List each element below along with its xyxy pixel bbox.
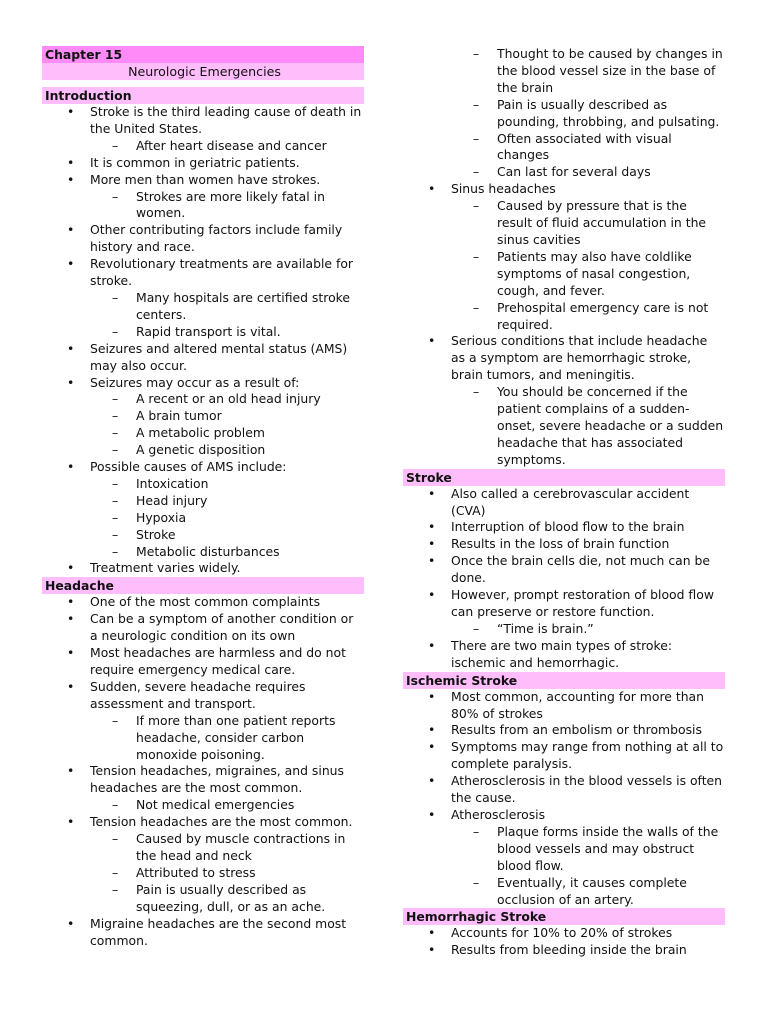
- bullet-item: • Interruption of blood flow to the brain: [403, 519, 725, 536]
- bullet-item: • Revolutionary treatments are available for stroke.: [42, 256, 364, 290]
- sub-bullet-item: – Often associated with visual changes: [403, 131, 725, 165]
- headache-list: [42, 594, 364, 949]
- bullet-item: • Seizures may occur as a result of:: [42, 375, 364, 392]
- bullet-item: • Tension headaches, migraines, and sinus headaches are the most common.: [42, 763, 364, 797]
- bullet-item: • Other contributing factors include family history and race.: [42, 222, 364, 256]
- bullet-item: • Results in the loss of brain function: [403, 536, 725, 553]
- bullet-item: • Possible causes of AMS include:: [42, 459, 364, 476]
- bullet-item: • Serious conditions that include headache as a symptom are hemorrhagic stroke, brain tumors, and meningitis.: [403, 333, 725, 384]
- sub-bullet-item: – Eventually, it causes complete occlusion of an artery.: [403, 875, 725, 909]
- bullet-item: • However, prompt restoration of blood flow can preserve or restore function.: [403, 587, 725, 621]
- sub-bullet-item: – Pain is usually described as pounding, throbbing, and pulsating.: [403, 97, 725, 131]
- bullet-item: • One of the most common complaints: [42, 594, 364, 611]
- bullet-item: • Stroke is the third leading cause of death in the United States.: [42, 104, 364, 138]
- bullet-item: • Also called a cerebrovascular accident (CVA): [403, 486, 725, 520]
- sub-bullet-item: – Thought to be caused by changes in the blood vessel size in the base of the brain: [403, 46, 725, 97]
- sub-bullet-item: – Rapid transport is vital.: [42, 324, 364, 341]
- stroke-list: [403, 486, 725, 672]
- section-heading-introduction: Introduction: [42, 87, 364, 104]
- sub-bullet-item: – Caused by pressure that is the result of fluid accumulation in the sinus cavities: [403, 198, 725, 249]
- sub-bullet-item: – You should be concerned if the patient complains of a sudden-onset, severe headache or a sudden headache that has associated symptoms.: [403, 384, 725, 469]
- bullet-item: • There are two main types of stroke: ischemic and hemorrhagic.: [403, 638, 725, 672]
- bullet-item: • Results from an embolism or thrombosis: [403, 722, 725, 739]
- chapter-label: Chapter 15: [42, 46, 364, 63]
- sub-bullet-item: – Head injury: [42, 493, 364, 510]
- bullet-item: • Treatment varies widely.: [42, 560, 364, 577]
- sub-bullet-item: – Patients may also have coldlike symptoms of nasal congestion, cough, and fever.: [403, 249, 725, 300]
- introduction-list: [42, 104, 364, 577]
- bullet-item: • Migraine headaches are the second most common.: [42, 916, 364, 950]
- bullet-item: • Can be a symptom of another condition or a neurologic condition on its own: [42, 611, 364, 645]
- sub-bullet-item: – A brain tumor: [42, 408, 364, 425]
- section-heading-stroke: Stroke: [403, 469, 725, 486]
- sub-bullet-item: – Stroke: [42, 527, 364, 544]
- sub-bullet-item: – A genetic disposition: [42, 442, 364, 459]
- section-heading-hemorrhagic-stroke: Hemorrhagic Stroke: [403, 908, 725, 925]
- bullet-item: • Atherosclerosis: [403, 807, 725, 824]
- sub-bullet-item: – Can last for several days: [403, 164, 725, 181]
- sub-bullet-item: – A recent or an old head injury: [42, 391, 364, 408]
- sub-bullet-item: – Prehospital emergency care is not required.: [403, 300, 725, 334]
- sub-bullet-item: – Plaque forms inside the walls of the blood vessels and may obstruct blood flow.: [403, 824, 725, 875]
- bullet-item: • More men than women have strokes.: [42, 172, 364, 189]
- right-column: [403, 46, 725, 959]
- bullet-item: • Atherosclerosis in the blood vessels is often the cause.: [403, 773, 725, 807]
- bullet-item: • Results from bleeding inside the brain: [403, 942, 725, 959]
- sub-bullet-item: – Pain is usually described as squeezing, dull, or as an ache.: [42, 882, 364, 916]
- sub-bullet-item: – “Time is brain.”: [403, 621, 725, 638]
- bullet-item: • Seizures and altered mental status (AMS) may also occur.: [42, 341, 364, 375]
- sub-bullet-item: – Not medical emergencies: [42, 797, 364, 814]
- bullet-item: • Most headaches are harmless and do not require emergency medical care.: [42, 645, 364, 679]
- bullet-item: • Symptoms may range from nothing at all to complete paralysis.: [403, 739, 725, 773]
- section-heading-headache: Headache: [42, 577, 364, 594]
- bullet-item: • Tension headaches are the most common.: [42, 814, 364, 831]
- sub-bullet-item: – Metabolic disturbances: [42, 544, 364, 561]
- sub-bullet-item: – Many hospitals are certified stroke centers.: [42, 290, 364, 324]
- bullet-item: • Once the brain cells die, not much can be done.: [403, 553, 725, 587]
- sub-bullet-item: – Caused by muscle contractions in the head and neck: [42, 831, 364, 865]
- headache-continued-list: [403, 46, 725, 469]
- sub-bullet-item: – If more than one patient reports headache, consider carbon monoxide poisoning.: [42, 713, 364, 764]
- section-heading-ischemic-stroke: Ischemic Stroke: [403, 672, 725, 689]
- bullet-item: • Accounts for 10% to 20% of strokes: [403, 925, 725, 942]
- hemorrhagic-stroke-list: [403, 925, 725, 959]
- sub-bullet-item: – After heart disease and cancer: [42, 138, 364, 155]
- sub-bullet-item: – A metabolic problem: [42, 425, 364, 442]
- chapter-title: Neurologic Emergencies: [42, 63, 364, 80]
- sub-bullet-item: – Intoxication: [42, 476, 364, 493]
- ischemic-stroke-list: [403, 689, 725, 909]
- bullet-item: • Sinus headaches: [403, 181, 725, 198]
- sub-bullet-item: – Hypoxia: [42, 510, 364, 527]
- bullet-item: • Sudden, severe headache requires assessment and transport.: [42, 679, 364, 713]
- left-column: [42, 46, 364, 949]
- sub-bullet-item: – Strokes are more likely fatal in women.: [42, 189, 364, 223]
- bullet-item: • Most common, accounting for more than 80% of strokes: [403, 689, 725, 723]
- bullet-item: • It is common in geriatric patients.: [42, 155, 364, 172]
- sub-bullet-item: – Attributed to stress: [42, 865, 364, 882]
